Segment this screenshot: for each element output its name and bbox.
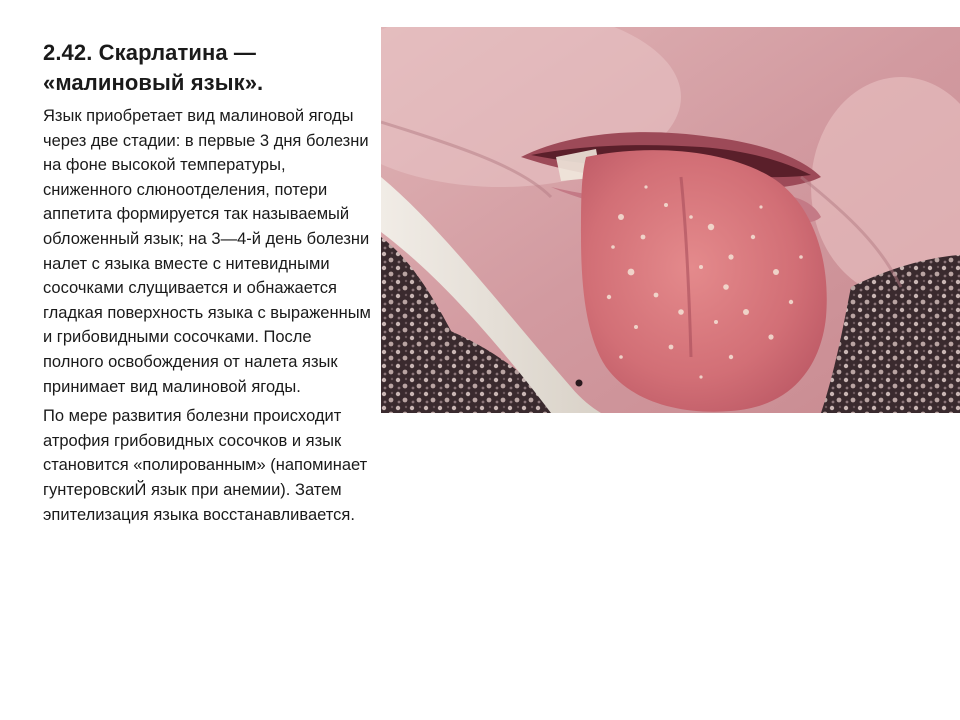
slide-title: [43, 38, 373, 98]
text-column: [43, 38, 373, 527]
title-line-1: 2.42. Скарлатина —: [43, 40, 257, 65]
body-paragraph-2: По мере развития болезни происходит атрофия грибовидных сосочков и язык становится «полированным» (напоминает гунтеровскиЙ язык при анемии). Затем эпителизация языка восстанавливается.: [43, 407, 368, 524]
title-line-2: «малиновый язык».: [43, 70, 264, 95]
body-paragraph-1: Язык приобретает вид малиновой ягоды через две стадии: в первые 3 дня болезни на фоне высокой температуры, сниженного слюноотделения, потери аппетита формируется так называемый обложенный язык; на 3—4-й день болезни налет с языка вместе с нитевидными сосочками слущивается и обнажается гладкая поверхность языка с выраженным и грибовидными сосочками. После полного освобождения от налета язык принимает вид малиновой ягоды.: [43, 107, 371, 396]
strawberry-tongue-illustration: [381, 27, 960, 413]
clinical-photo: [381, 27, 960, 413]
